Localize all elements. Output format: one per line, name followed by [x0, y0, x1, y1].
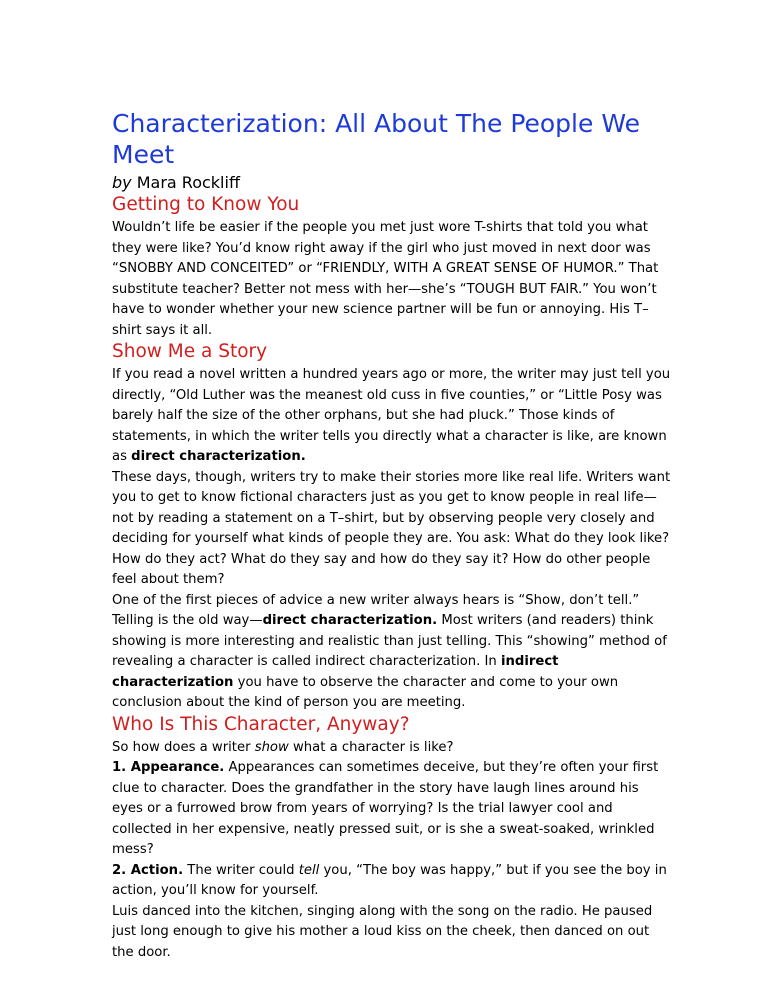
- document-page: [112, 0, 672, 963]
- section-heading-getting-to-know-you: Getting to Know You: [112, 194, 300, 215]
- text-run: what a character is like?: [288, 739, 454, 755]
- text-run: Appearances can sometimes deceive, but they’re often your first clue to character. Does the grandfather in the story have laugh lines around his eyes or a furrowed brow from years of worrying? Is the trial lawyer cool and collected in her expensive, neatly pressed suit, or is she a sweat-soaked, wrinkled mess?: [112, 760, 659, 857]
- section-heading-show-me-a-story: Show Me a Story: [112, 341, 268, 362]
- text-run: If you read a novel written a hundred years ago or more, the writer may just tell you directly, “Old Luther was the meanest old cuss in five counties,” or “Little Posy was barely half the size of the other orphans, but she had pluck.” Those kinds of statements, in which the writer tells you directly what a character is like, are known as: [112, 367, 671, 464]
- text-run: The writer could: [183, 862, 299, 878]
- byline: [112, 172, 672, 194]
- text-run: Most writers (and readers) think showing is more interesting and realistic than just telling. This “showing” method of revealing a character is called indirect characterization. In: [112, 613, 667, 669]
- paragraph: [112, 365, 672, 468]
- paragraph: [112, 591, 672, 714]
- document-title: Characterization: All About The People We Meet: [112, 109, 640, 169]
- section-heading-who-is-this-character: Who Is This Character, Anyway?: [112, 713, 410, 735]
- bold-term: direct characterization.: [262, 613, 438, 628]
- text-run: One of the first pieces of advice a new writer always hears is “Show, don’t tell.” Telling is the old way—: [112, 592, 640, 628]
- paragraph: These days, though, writers try to make their stories more like real life. Writers want you to get to know fictional characters just as you get to know people in real life—not by reading a statement on a T–shirt, but by observing people very closely and deciding for yourself what kinds of people they are. You ask: What do they look like? How do they act? What do they say and how do they say it? How do other people feel about them?: [112, 469, 671, 587]
- text-run: you, “The boy was happy,” but if you see the boy in action, you’ll know for yourself.: [112, 862, 667, 898]
- item-label: 2. Action.: [112, 862, 184, 878]
- byline-prefix: by: [112, 173, 132, 192]
- author-name: Mara Rockliff: [136, 173, 240, 192]
- list-item-action: [112, 861, 672, 902]
- emphasis: show: [254, 739, 289, 755]
- text-run: you have to observe the character and come to your own conclusion about the kind of person you are meeting.: [112, 674, 619, 710]
- bold-term: indirect characterization: [112, 654, 559, 690]
- emphasis: tell: [298, 862, 320, 878]
- bold-term: direct characterization.: [131, 449, 306, 464]
- list-item-appearance: [112, 758, 672, 861]
- text-run: So how does a writer: [112, 739, 255, 755]
- paragraph: Wouldn’t life be easier if the people you met just wore T-shirts that told you what they were like? You’d know right away if the girl who just moved in next door was “SNOBBY AND CONCEITED” or “FRIENDLY, WITH A GREAT SENSE OF HUMOR.” That substitute teacher? Better not mess with her—she’s “TOUGH BUT FAIR.” You won’t have to wonder whether your new science partner will be fun or annoying. His T–shirt says it all.: [112, 220, 659, 338]
- paragraph: [112, 738, 672, 759]
- example-paragraph: Luis danced into the kitchen, singing along with the song on the radio. He paused just long enough to give his mother a loud kiss on the cheek, then danced on out the door.: [112, 903, 653, 960]
- item-label: 1. Appearance.: [112, 760, 225, 775]
